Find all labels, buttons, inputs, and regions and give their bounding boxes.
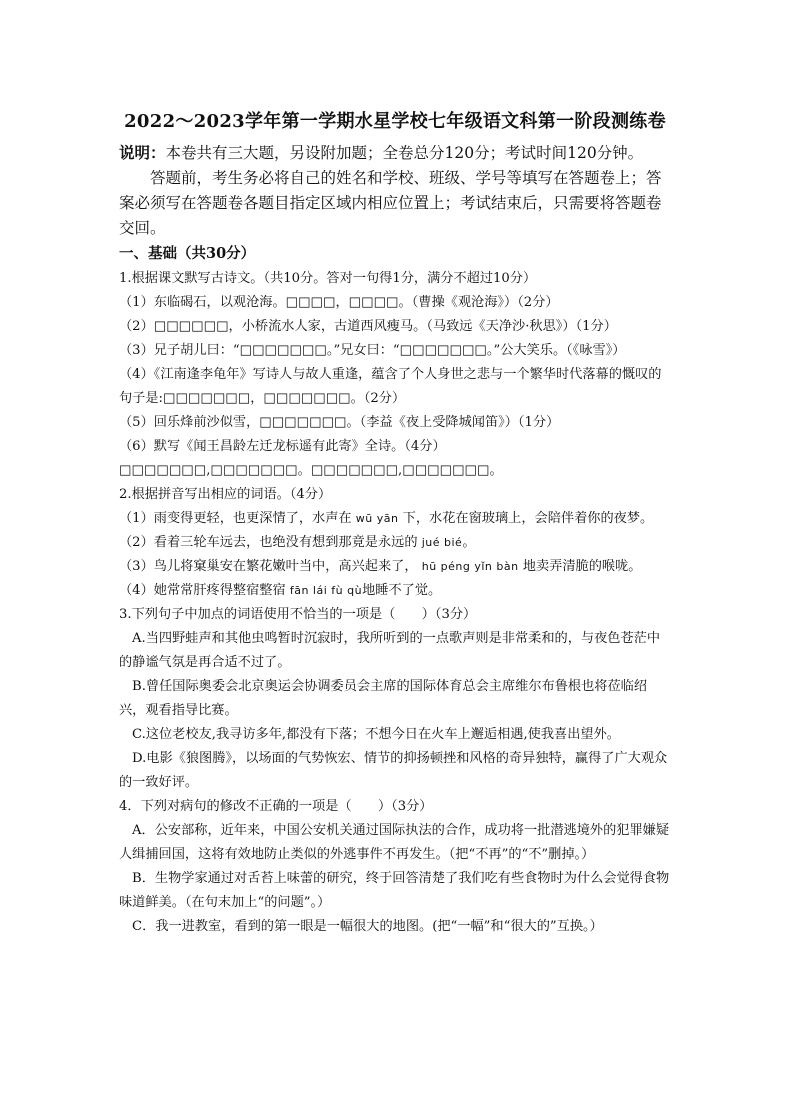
pinyin-prompt: fān lái fù qù <box>289 584 363 597</box>
question-3-option: A.当四野蛙声和其他虫鸣暂时沉寂时，我所听到的一点歌声则是非常柔和的，与夜色苍茫中的静谧气氛是再合适不过了。 <box>119 631 661 670</box>
question-2-item <box>119 579 671 603</box>
question-2-item <box>119 555 671 579</box>
page-title: 2022～2023学年第一学期水星学校七年级语文科第一阶段测练卷 <box>124 111 666 132</box>
question-2-text: （2）看着三轮车远去，也绝没有想到那竟是永远的 <box>119 535 418 550</box>
instructions-line <box>119 140 671 166</box>
pinyin-prompt: wū yān <box>355 512 399 525</box>
question-3-stem: 3.下列句子中加点的词语使用不恰当的一项是（ ）（3分） <box>119 607 477 622</box>
question-2-text: 地睡不了觉。 <box>362 583 442 598</box>
instructions-text: 本卷共有三大题，另设附加题；全卷总分120分；考试时间120分钟。 <box>165 144 644 162</box>
question-2-text: （3）鸟儿将窠巢安在繁花嫩叶当中，高兴起来了， <box>119 559 418 574</box>
question-2-item <box>119 531 671 555</box>
question-1-answer-boxes: □□□□□□□,□□□□□□□。□□□□□□□,□□□□□□□。 <box>119 463 503 478</box>
pinyin-prompt: jué bié <box>421 536 463 549</box>
question-2-text: （4）她常常肝疼得整宿整宿 <box>119 583 286 598</box>
instructions-label: 说明： <box>119 143 166 162</box>
question-4-option: A．公安部称，近年来，中国公安机关通过国际执法的合作，成功将一批潜逃境外的犯罪嫌疑人缉捕回国，这将有效地防止类似的外逃事件不再发生。（把“不再”的“不”删掉。） <box>119 823 670 862</box>
question-2-text: （1）雨变得更轻，也更深情了，水声在 <box>119 511 352 526</box>
question-1-item: （2）□□□□□□，小桥流水人家，古道西风瘦马。（马致远《天净沙·秋思》）（1分） <box>119 319 617 334</box>
question-2-item <box>119 507 671 531</box>
question-4-option: B．生物学家通过对舌苔上味蕾的研究，终于回答清楚了我们吃有些食物时为什么会觉得食物味道鲜美。（在句末加上“的问题”。） <box>119 871 670 910</box>
question-2-text: 。 <box>462 535 476 550</box>
question-2-stem: 2.根据拼音写出相应的词语。（4分） <box>119 487 332 502</box>
question-1-item: （6）默写《闻王昌龄左迁龙标遥有此寄》全诗。（4分） <box>119 439 446 454</box>
question-3-option: C.这位老校友,我寻访多年,都没有下落；不想今日在火车上邂逅相遇,使我喜出望外。 <box>132 727 620 742</box>
question-3-option: D.电影《狼图腾》，以场面的气势恢宏、情节的抑扬顿挫和风格的奇异独特，赢得了广大观众的一致好评。 <box>119 751 668 790</box>
question-1-item: （3）兄子胡儿曰：“□□□□□□□。”兄女曰：“□□□□□□□。”公大笑乐。（《咏雪》） <box>119 343 626 358</box>
instructions-paragraph: 答题前，考生务必将自己的姓名和学校、班级、学号等填写在答题卷上；答案必须写在答题卷各题目指定区域内相应位置上；考试结束后，只需要将答题卷交回。 <box>119 169 662 237</box>
question-1-item: （4）《江南逢李龟年》写诗人与故人重逢，蕴含了个人身世之悲与一个繁华时代落幕的慨叹的句子是:□□□□□□□，□□□□□□□。（2分） <box>119 367 662 406</box>
question-1-item: （5）回乐烽前沙似雪，□□□□□□□。（李益《夜上受降城闻笛》）（1分） <box>119 415 560 430</box>
question-4-option: C．我一进教室，看到的第一眼是一幅很大的地图。(把“一幅”和“很大的”互换。） <box>132 919 603 934</box>
question-3-option: B.曾任国际奥委会北京奥运会协调委员会主席的国际体育总会主席维尔布鲁根也将莅临绍兴，观看指导比赛。 <box>119 679 648 718</box>
section-heading: 一、基础（共30分） <box>119 245 256 262</box>
pinyin-prompt: hū péng yǐn bàn <box>421 560 519 573</box>
exam-content <box>119 140 671 939</box>
question-1-item: （1）东临碣石，以观沧海。□□□□，□□□□。（曹操《观沧海》）（2分） <box>119 295 559 310</box>
question-2-text: 下，水花在窗玻璃上，会陪伴着你的夜梦。 <box>402 511 654 526</box>
question-2-text: 地卖弄清脆的喉咙。 <box>522 559 642 574</box>
question-1-stem: 1.根据课文默写古诗文。（共10分。答对一句得1分，满分不超过10分） <box>119 271 537 286</box>
question-4-stem: 4．下列对病句的修改不正确的一项是（ ）（3分） <box>119 799 433 814</box>
